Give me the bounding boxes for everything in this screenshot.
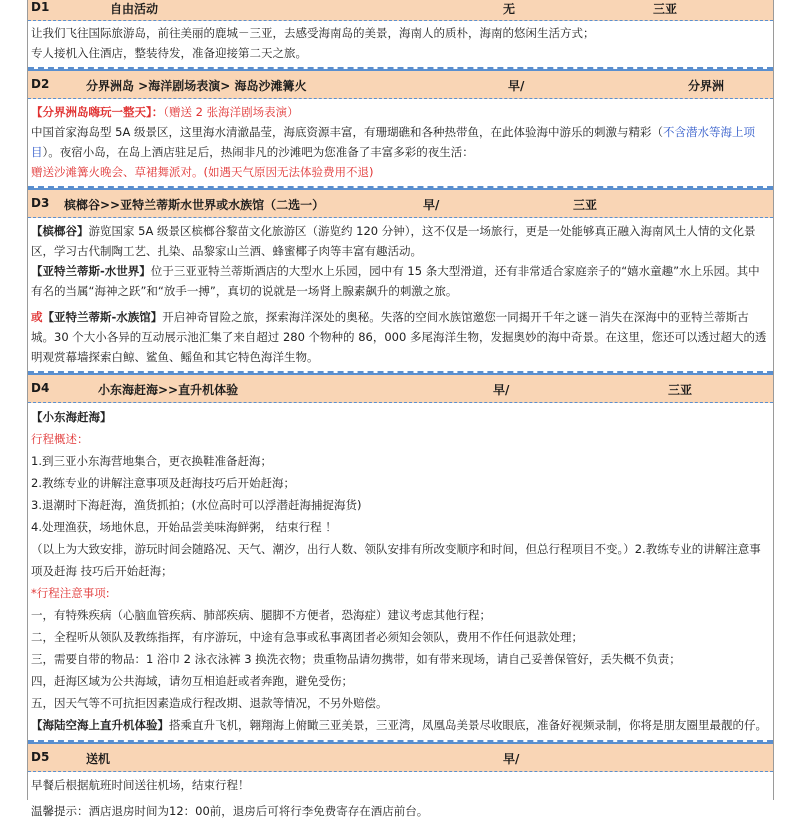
day-header-d5 bbox=[28, 742, 773, 772]
day-body-d4 bbox=[28, 403, 773, 742]
day-text bbox=[31, 307, 770, 367]
text-part: 开启神奇冒险之旅，探索海洋深处的奥秘。失落的空间水族馆邀您一同揭开千年之谜－消失在深海中的亚特兰蒂斯古城。30 个大小各异的互动展示池汇集了来自超过 280 个物种的 86，000 多尾海洋生物，发掘奥妙的海中奇景。在这里，您还可以透过超大的透明观赏幕墙探索白鲸、鲨鱼、鳐鱼和其它特色海洋生物。 bbox=[31, 310, 767, 364]
day-title: 小东海赶海>>直升机体验 bbox=[98, 383, 239, 397]
day-hotel: 分界洲 bbox=[688, 79, 725, 93]
text-part: 中国首家海岛型 5A 级景区，这里海水清澈晶莹，海底资源丰富，有珊瑚礁和各种热带鱼，在此体验海中游乐的刺激与精彩（ bbox=[31, 125, 663, 139]
text-part: 位于三亚亚特兰蒂斯酒店的大型水上乐园，园中有 15 条大型滑道，还有非常适合家庭亲子的“嬉水童趣”水上乐园。其中有名的当属“海神之跃”和“放手一搏”，真切的说就是一场肾上腺素飙升的刺激之旅。 bbox=[31, 264, 760, 298]
day-header-d2 bbox=[28, 69, 773, 99]
day-title: 分界洲岛 >海洋剧场表演> 海岛沙滩篝火 bbox=[86, 79, 307, 93]
overview-label: 行程概述： bbox=[31, 432, 89, 446]
day-title: 槟榔谷>>亚特兰蒂斯水世界或水族馆（二选一） bbox=[64, 198, 325, 212]
day-text: 让我们飞往国际旅游岛，前往美丽的鹿城－三亚，去感受海南岛的美景，海南人的质朴，海南的悠闲生活方式； bbox=[31, 26, 595, 40]
day-header-d3 bbox=[28, 188, 773, 218]
day-text: 早餐后根据航班时间送往机场，结束行程！ bbox=[31, 778, 250, 792]
section-heading: 【海陆空海上直升机体验】 bbox=[31, 718, 169, 732]
day-text bbox=[31, 261, 770, 301]
day-header-d4 bbox=[28, 373, 773, 403]
day-number: D5 bbox=[31, 750, 50, 764]
day-text bbox=[31, 162, 770, 182]
gift-note: (如遇天气原因无法体验费用不退) bbox=[203, 165, 374, 179]
text-part: 游览国家 5A 级景区槟榔谷黎苗文化旅游区（游览约 120 分钟），这不仅是一场旅行，更是一处能够真正融入海南风土人情的文化景区，学习古代制陶工艺、扎染、品黎家山兰酒、蜂蜜椰子肉等丰富有趣活动。 bbox=[31, 224, 756, 258]
section-heading: 【槟榔谷】 bbox=[31, 224, 89, 238]
gift-text: 赠送沙滩篝火晚会、草裙舞派对。 bbox=[31, 165, 204, 179]
step-item: 4.处理渔获，场地休息，开始品尝美味海鲜粥， 结束行程 ！ bbox=[31, 520, 337, 534]
step-item: 2.教练专业的讲解注意事项及赶海技巧后开始赶海； bbox=[31, 476, 295, 490]
day-body-d2 bbox=[28, 99, 773, 188]
attention-item: 三，需要自带的物品：1 浴巾 2 泳衣泳裤 3 换洗衣物；贵重物品请勿携带，如有带来现场，请自己妥善保管好，丢失概不负责； bbox=[31, 652, 681, 666]
day-text bbox=[31, 221, 770, 261]
day-meals: 无 bbox=[503, 2, 516, 16]
day-text bbox=[31, 714, 770, 736]
section-heading: 【小东海赶海】 bbox=[31, 410, 112, 424]
day-hotel: 三亚 bbox=[653, 2, 678, 16]
day-meals: 早/ bbox=[508, 79, 525, 93]
itinerary-table bbox=[27, 0, 774, 818]
day-text bbox=[31, 122, 770, 162]
attention-item: 四，赶海区域为公共海域，请勿互相追赶或者奔跑，避免受伤； bbox=[31, 674, 353, 688]
day-meals: 早/ bbox=[493, 383, 510, 397]
section-heading: 【亚特兰蒂斯-水族馆】 bbox=[42, 310, 163, 324]
schedule-note: （以上为大致安排，游玩时间会随路况、天气、潮汐，出行人数、领队安排有所改变顺序和时间，但总行程项目不变。）2.教练专业的讲解注意事项及赶海 技巧后开始赶海； bbox=[31, 542, 761, 578]
day-body-d5 bbox=[28, 772, 773, 825]
heading-note: （赠送 2 张海洋剧场表演） bbox=[163, 105, 299, 119]
day-number: D1 bbox=[31, 0, 50, 14]
text-part: ）。夜宿小岛，在岛上酒店驻足后，热闹非凡的沙滩吧为您准备了丰富多彩的夜生活： bbox=[42, 145, 474, 159]
day-hotel: 三亚 bbox=[573, 198, 598, 212]
day-text: 温馨提示：酒店退房时间为12：00前，退房后可将行李免费寄存在酒店前台。 bbox=[31, 804, 429, 818]
text-part: 搭乘直升飞机，翱翔海上俯瞰三亚美景，三亚湾，凤凰岛美景尽收眼底，准备好视频录制，你将是朋友圈里最靓的仔。 bbox=[169, 718, 767, 732]
day-title: 自由活动 bbox=[110, 2, 159, 16]
attention-label: *行程注意事项: bbox=[31, 586, 110, 600]
step-item: 1.到三亚小东海营地集合，更衣换鞋准备赶海； bbox=[31, 454, 272, 468]
step-item: 3.退潮时下海赶海，渔货抓拍；(水位高时可以浮潜赶海捕捉海货) bbox=[31, 498, 362, 512]
day-number: D3 bbox=[31, 196, 50, 210]
attention-item: 二，全程听从领队及教练指挥，有序游玩，中途有急事或私事离团者必须知会领队，费用不作任何退款处理； bbox=[31, 630, 583, 644]
attention-item: 五，因天气等不可抗拒因素造成行程改期、退款等情况，不另外赔偿。 bbox=[31, 696, 388, 710]
excluded-note: 不含潜水等海上项目 bbox=[31, 125, 755, 159]
day-meals: 早/ bbox=[423, 198, 440, 212]
heading-text: 【分界洲岛嗨玩一整天】： bbox=[31, 105, 164, 119]
or-label: 或 bbox=[31, 310, 43, 324]
day-body-d1 bbox=[28, 21, 773, 69]
day-body-d3 bbox=[28, 218, 773, 373]
day-text: 专人接机入住酒店，整装待发，准备迎接第二天之旅。 bbox=[31, 46, 307, 60]
day-number: D2 bbox=[31, 77, 50, 91]
section-heading bbox=[31, 102, 770, 122]
day-title: 送机 bbox=[86, 752, 111, 766]
attention-item: 一，有特殊疾病（心脑血管疾病、肺部疾病、腿脚不方便者，恐海症）建议考虑其他行程； bbox=[31, 608, 491, 622]
day-header-d1 bbox=[28, 0, 773, 21]
day-number: D4 bbox=[31, 381, 50, 395]
day-meals: 早/ bbox=[503, 752, 520, 766]
section-heading: 【亚特兰蒂斯-水世界】 bbox=[31, 264, 151, 278]
day-hotel: 三亚 bbox=[668, 383, 693, 397]
